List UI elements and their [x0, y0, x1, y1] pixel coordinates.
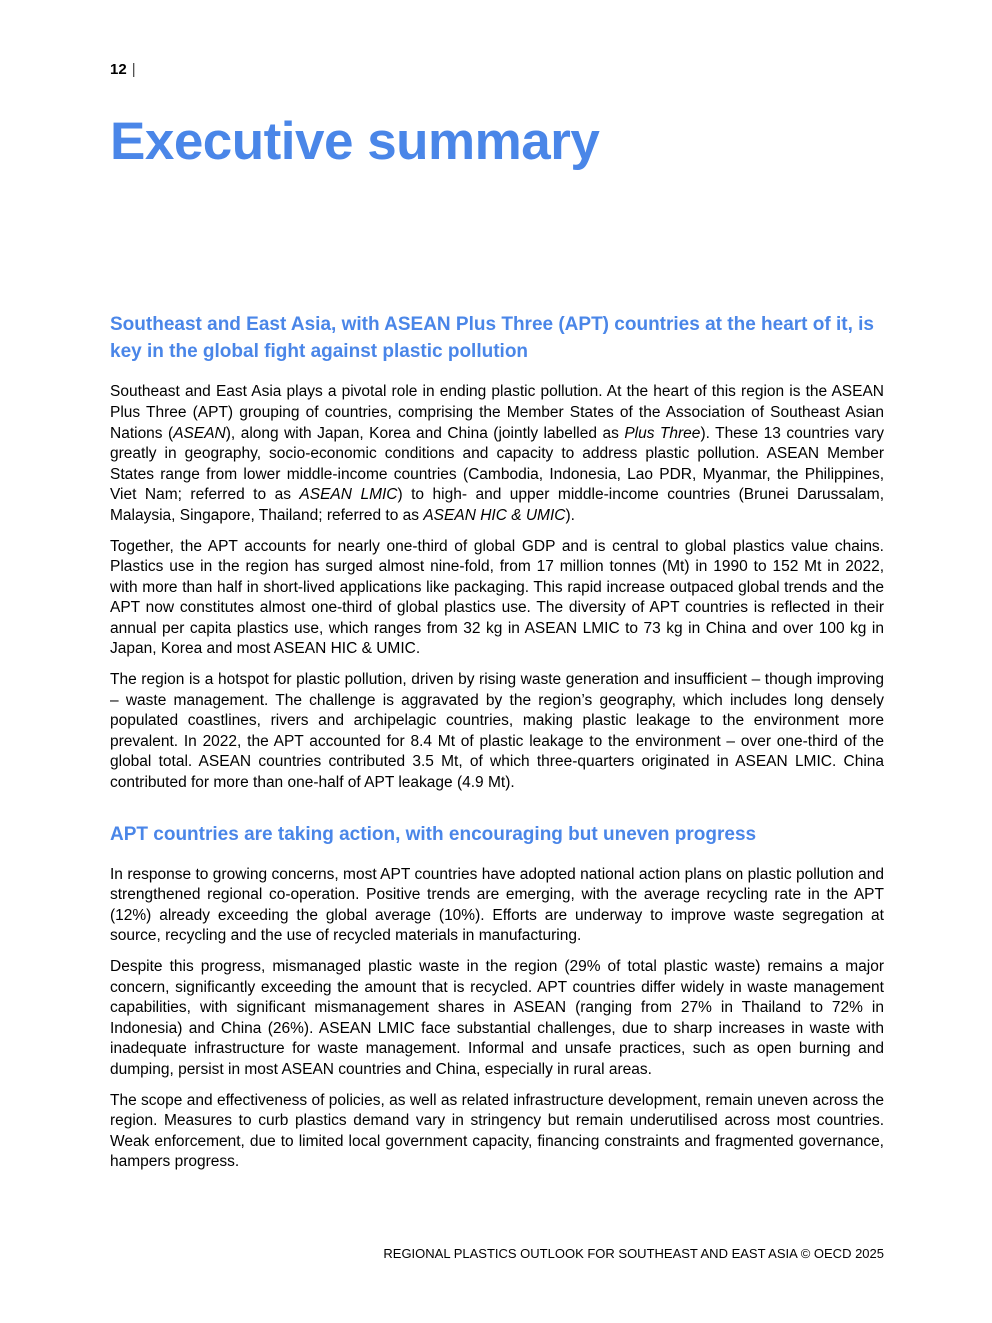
paragraph: The scope and effectiveness of policies, as well as related infrastructure development, remain uneven across the region. Measures to curb plastics demand vary in stringency but remain underutilised across most countries. Weak enforcement, due to limited local government capacity, financing constraints and fragmented governance, hampers progress.	[110, 1091, 884, 1171]
page-header	[110, 60, 884, 80]
page-number: 12	[110, 61, 127, 78]
section-heading: APT countries are taking action, with encouraging but uneven progress	[110, 823, 757, 845]
paragraph: Southeast and East Asia plays a pivotal role in ending plastic pollution. At the heart of this region is the ASEAN Plus Three (APT) grouping of countries, comprising the Member States of the Association of Southeast Asian Nations (ASEAN), along with Japan, Korea and China (jointly labelled as Plus Three). These 13 countries vary greatly in geography, socio-economic conditions and capacity to address plastic pollution. ASEAN Member States range from lower middle-income countries (Cambodia, Indonesia, Lao PDR, Myanmar, the Philippines, Viet Nam; referred to as ASEAN LMIC) to high- and upper middle-income countries (Brunei Darussalam, Malaysia, Singapore, Thailand; referred to as ASEAN HIC & UMIC).	[110, 383, 885, 524]
section-apt-action	[110, 821, 884, 1173]
paragraph: In response to growing concerns, most APT countries have adopted national action plans on plastic pollution and strengthened regional co-operation. Positive trends are emerging, with the average recycling rate in the APT (12%) already exceeding the global average (10%). Efforts are underway to improve waste segregation at source, recycling and the use of recycled materials in manufacturing.	[110, 865, 884, 945]
paragraph: The region is a hotspot for plastic pollution, driven by rising waste generation and insufficient – though improving – waste management. The challenge is aggravated by the region’s geography, which includes long densely populated coastlines, rivers and archipelagic countries, making plastic leakage to the environment more prevalent. In 2022, the APT accounted for 8.4 Mt of plastic leakage to the environment – over one-third of the global total. ASEAN countries contributed 3.5 Mt, of which three-quarters originated in ASEAN LMIC. China contributed for more than one-half of APT leakage (4.9 Mt).	[110, 671, 884, 792]
page-number-separator: |	[131, 61, 136, 78]
section-region-key	[110, 311, 884, 793]
section-heading: Southeast and East Asia, with ASEAN Plus Three (APT) countries at the heart of it, is key in the global fight against plastic pollution	[110, 314, 874, 363]
page-footer: REGIONAL PLASTICS OUTLOOK FOR SOUTHEAST AND EAST ASIA © OECD 2025	[383, 1246, 884, 1261]
page-title: Executive summary	[110, 112, 600, 171]
paragraph: Together, the APT accounts for nearly one-third of global GDP and is central to global plastics value chains. Plastics use in the region has surged almost nine-fold, from 17 million tonnes (Mt) in 1990 to 152 Mt in 2022, with more than half in short-lived applications like packaging. This rapid increase outpaced global trends and the APT now constitutes almost one-third of global plastics use. The diversity of APT countries is reflected in their annual per capita plastics use, which ranges from 32 kg in ASEAN LMIC to 73 kg in China and over 100 kg in Japan, Korea and most ASEAN HIC & UMIC.	[110, 537, 884, 658]
paragraph: Despite this progress, mismanaged plastic waste in the region (29% of total plastic waste) remains a major concern, significantly exceeding the amount that is recycled. APT countries differ widely in waste management capabilities, with significant mismanagement shares in ASEAN (ranging from 27% in Thailand to 72% in Indonesia) and China (26%). ASEAN LMIC face substantial challenges, due to sharp increases in waste with inadequate infrastructure for waste management. Informal and unsafe practices, such as open burning and dumping, persist in most ASEAN countries and China, especially in rural areas.	[110, 958, 884, 1078]
